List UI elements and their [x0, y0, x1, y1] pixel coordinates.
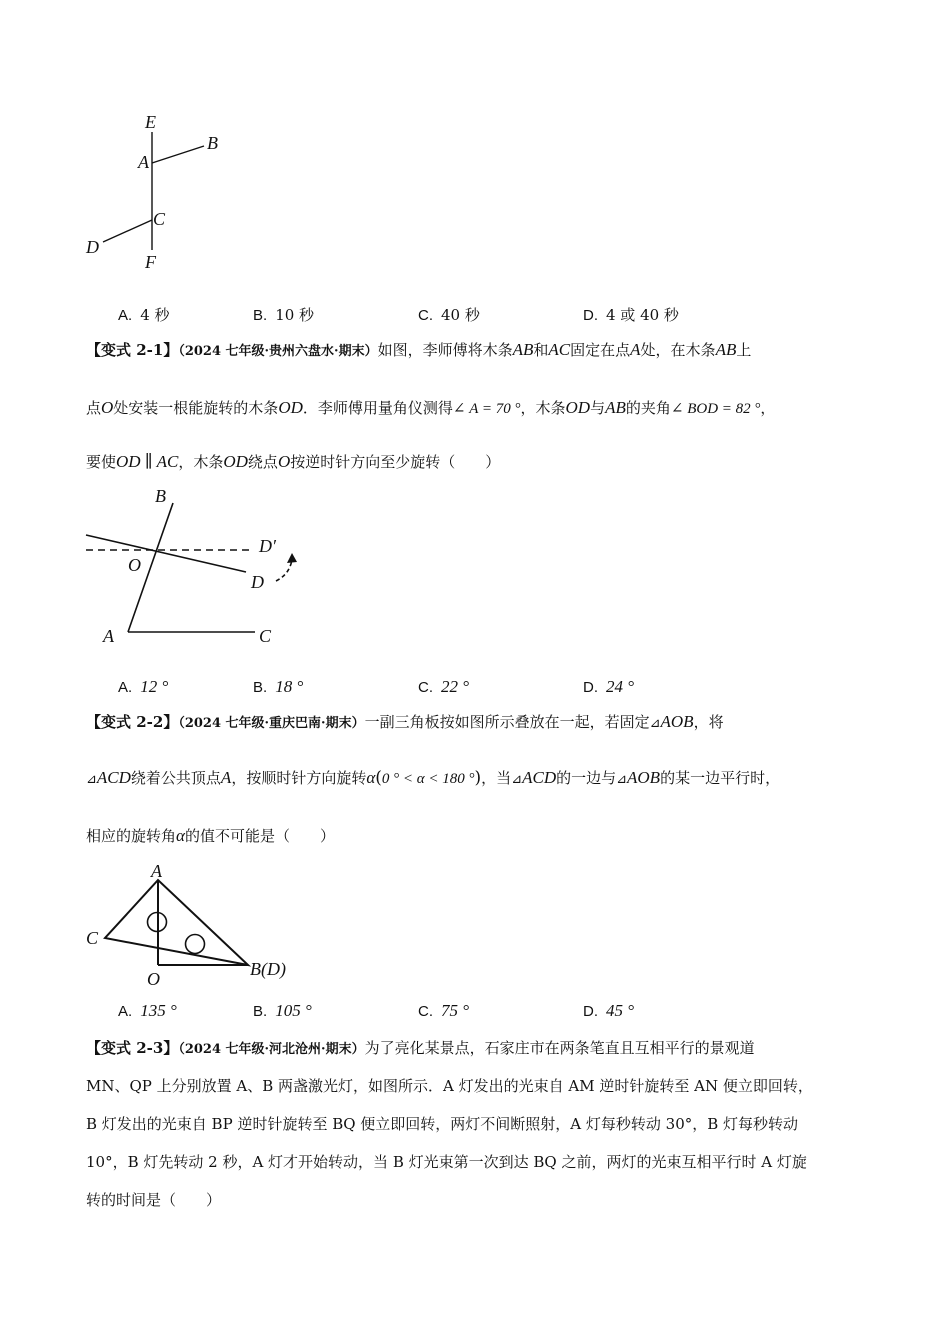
label-a: A	[103, 626, 114, 646]
q22-line-1: 【变式 2-2】（2024 七年级·重庆巴南·期末）一副三角板按如图所示叠放在一起，若固定⊿AOB，将	[86, 712, 724, 731]
q21-line-3: 要使OD ∥ AC，木条OD绕点O按逆时针方向至少旋转（ ）	[86, 452, 501, 471]
q22-line-2: ⊿ACD绕着公共顶点A，按顺时针方向旋转α(0 ° < α < 180 °)，当⊿ACD的一边与⊿AOB的某一边平行时，	[86, 768, 781, 788]
label-d-prime: D′	[259, 536, 276, 556]
q22-option-d[interactable]: D. 45 °	[583, 1001, 635, 1020]
label-b: B	[207, 133, 218, 153]
label-o: O	[128, 555, 141, 575]
figure-2-2	[0, 855, 950, 995]
label-a: A	[151, 861, 162, 881]
segment-od	[86, 535, 246, 572]
triangle-acd	[105, 880, 248, 965]
prev-option-d[interactable]: D. 4 或 40 秒	[583, 306, 679, 324]
rotation-arrowhead	[287, 553, 297, 563]
q23-line-1: 【变式 2-3】（2024 七年级·河北沧州·期末）为了亮化某景点，石家庄市在两条笔直且互相平行的景观道	[86, 1039, 755, 1057]
q23-line-3: B 灯发出的光束自 BP 逆时针旋转至 BQ 便立即回转，两灯不间断照射，A 灯每秒转动 30°，B 灯每秒转动	[86, 1115, 799, 1133]
segment-ab	[152, 146, 204, 163]
prev-option-a[interactable]: A. 4 秒	[118, 306, 170, 324]
q21-angle-bod: ∠ BOD = 82 °	[670, 401, 761, 417]
label-c: C	[86, 928, 99, 948]
prev-option-c[interactable]: C. 40 秒	[418, 306, 480, 324]
label-bd: B(D)	[250, 959, 286, 979]
q23-line-5: 转的时间是（ ）	[86, 1191, 222, 1209]
q23-source: （2024 七年级·河北沧州·期末）	[178, 1042, 365, 1057]
q21-option-d[interactable]: D. 24 °	[583, 677, 635, 696]
q21-option-b[interactable]: B. 18 °	[253, 677, 304, 696]
q22-tag: 【变式 2-2】	[86, 713, 179, 731]
hole-2	[186, 935, 205, 954]
q22-range: 0 ° < α < 180 °	[381, 771, 475, 787]
label-f: F	[145, 252, 156, 272]
label-d: D	[86, 237, 99, 257]
segment-cd	[103, 220, 152, 242]
q21-option-c[interactable]: C. 22 °	[418, 677, 470, 696]
q21-line-2: 点O处安装一根能旋转的木条OD．李师傅用量角仪测得∠ A = 70 °，木条OD与AB的夹角∠ BOD = 82 °，	[86, 398, 776, 417]
figure-1	[0, 0, 950, 300]
label-o: O	[147, 969, 160, 989]
label-d: D	[251, 572, 264, 592]
label-a: A	[138, 152, 149, 172]
q22-option-a[interactable]: A. 135 °	[118, 1001, 177, 1020]
q21-tag: 【变式 2-1】	[86, 341, 179, 359]
figure-2-1	[0, 480, 950, 680]
label-b: B	[155, 486, 166, 506]
prev-option-b[interactable]: B. 10 秒	[253, 306, 315, 324]
q23-line-4: 10°，B 灯先转动 2 秒，A 灯才开始转动，当 B 灯光束第一次到达 BQ 之前，两灯的光束互相平行时 A 灯旋	[86, 1153, 807, 1171]
q21-angle-a: ∠ A = 70 °	[452, 401, 521, 417]
q23-line-2: MN、QP 上分别放置 A、B 两盏激光灯，如图所示．A 灯发出的光束自 AM 逆时针旋转至 AN 便立即回转，	[86, 1077, 813, 1095]
label-c: C	[153, 209, 166, 229]
q21-line-1: 【变式 2-1】（2024 七年级·贵州六盘水·期末）如图，李师傅将木条AB和AC固定在点A处，在木条AB上	[86, 340, 752, 359]
triangle-symbol: ⊿	[649, 716, 661, 731]
q22-source: （2024 七年级·重庆巴南·期末）	[178, 716, 365, 731]
q21-option-a[interactable]: A. 12 °	[118, 677, 169, 696]
label-e: E	[145, 112, 156, 132]
q22-option-b[interactable]: B. 105 °	[253, 1001, 312, 1020]
q23-tag: 【变式 2-3】	[86, 1039, 179, 1057]
q21-source: （2024 七年级·贵州六盘水·期末）	[178, 344, 378, 359]
q22-option-c[interactable]: C. 75 °	[418, 1001, 470, 1020]
q22-line-3: 相应的旋转角α的值不可能是（ ）	[86, 826, 335, 845]
label-c: C	[259, 626, 272, 646]
